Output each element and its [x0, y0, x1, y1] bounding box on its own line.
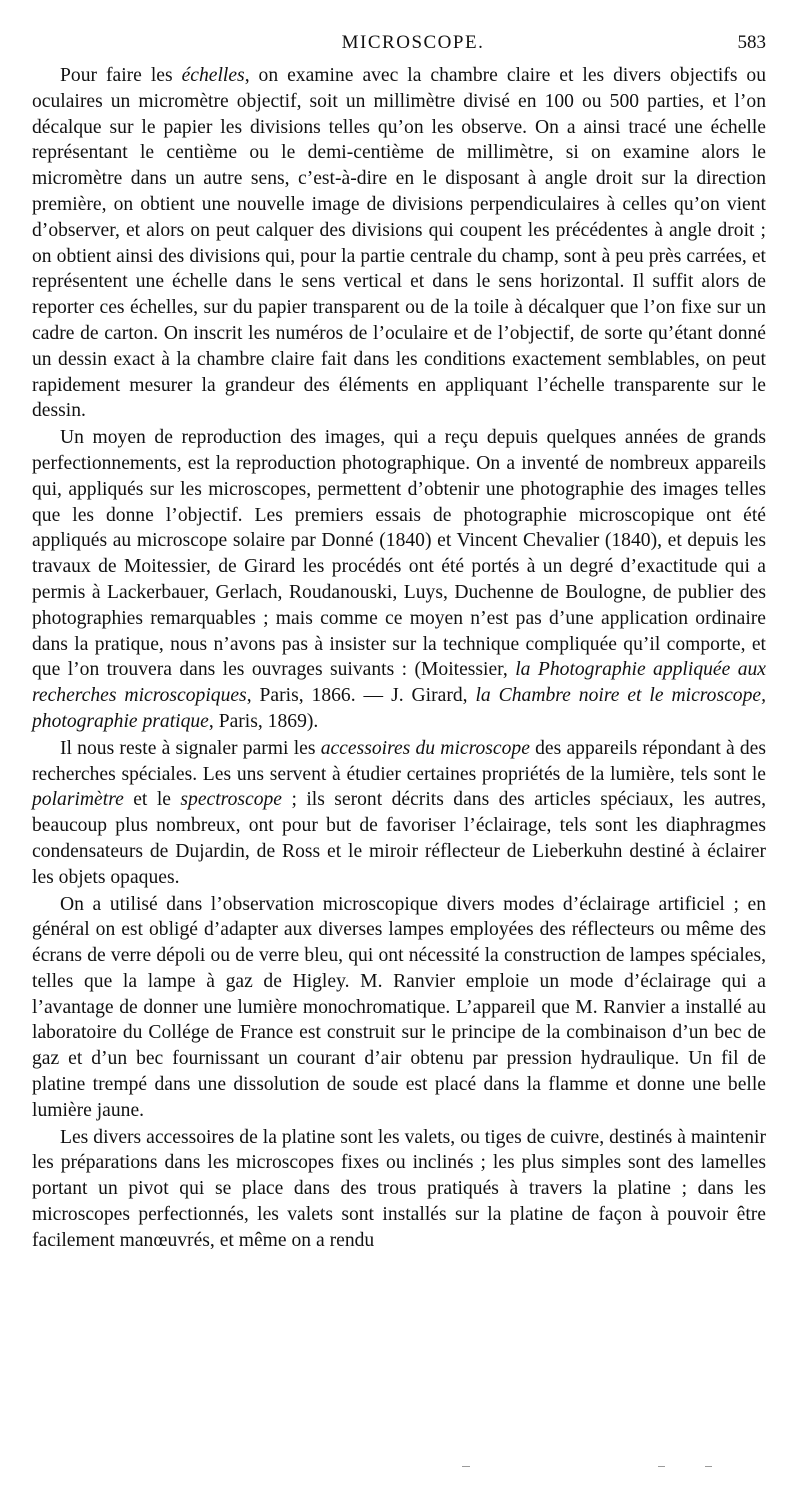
paragraph-scales — [32, 63, 766, 424]
page-number: 583 — [737, 32, 766, 53]
bottom-print-marks — [0, 1462, 800, 1472]
italic-text-run: polarimètre — [32, 789, 124, 811]
text-run: , Paris, 1869). — [208, 710, 319, 732]
paragraph-artificial-lighting — [32, 892, 766, 1124]
italic-text-run: accessoires du microscope — [320, 737, 530, 759]
text-run: Un moyen de reproduction des images, qui a reçu depuis quelques années de grands perfectionnements, est la reproduction photographique. On a inventé de nombreux appareils qui, appliqués sur les microscopes, permettent d’obtenir une photographie des images telles que les donne l’objectif. Les premiers essais de photographie microscopique ont été appliqués au microscope solaire par Donné (1840) et Vincent Chevalier (1840), et depuis les travaux de Moitessier, de Girard les procédés ont été portés à un degré d’exactitude qui a permis à Lackerbauer, Gerlach, Roudanouski, Luys, Duchenne de Boulogne, de publier des photographies remarquables ; mais comme ce moyen n’est pas d’une application ordinaire dans la pratique, nous n’avons pas à insister sur la technique compliquée qu’il comporte, et que l’on trouvera dans les ouvrages suivants : (Moitessier, — [32, 427, 766, 681]
text-run: , Paris, 1866. — J. Girard, — [246, 685, 476, 707]
running-head — [60, 30, 766, 56]
paragraph-stage-accessories — [32, 1125, 766, 1254]
paragraph-photography — [32, 425, 766, 735]
print-mark — [658, 1466, 665, 1467]
italic-text-run: la Chambre noire et le microscope, photographie pratique — [32, 685, 766, 732]
text-run: des appareils répondant à des recherches spéciales. Les uns servent à étudier certaines propriétés de la lumière, tels sont le — [32, 737, 767, 785]
italic-text-run: spectroscope — [180, 789, 282, 811]
italic-text-run: la Photographie appliquée aux recherches microscopiques — [32, 659, 767, 707]
text-run: ; ils seront décrits dans des articles spéciaux, les autres, beaucoup plus nombreux, ont pour but de favoriser l’éclairage, tels sont les diaphragmes condensateurs de Dujardin, de Ross et le miroir réflecteur de Lieberkuhn destiné à éclairer les objets opaques. — [32, 789, 766, 888]
running-title: MICROSCOPE. — [341, 32, 485, 53]
text-run: et le — [123, 789, 181, 811]
print-mark — [462, 1466, 470, 1467]
text-run: Pour faire les — [60, 65, 182, 86]
text-run: , on examine avec la chambre claire et les divers objectifs ou oculaires un micromètre objectif, soit un millimètre divisé en 100 ou 500 parties, et l’on décalque sur le papier les divisions telles qu’on les observe. On a ainsi tracé une échelle représentant le centième ou le demi-centième de millimètre, si on examine alors le micromètre dans un autre sens, c’est-à-dire en le disposant à angle droit sur la direction première, on obtient une nouvelle image de divisions perpendiculaires à celles qu’on vient d’observer, et alors on peut calquer des divisions qui coupent les précédentes à angle droit ; on obtient ainsi des divisions qui, pour la partie centrale du champ, sont à peu près carrées, et représentent une échelle dans le sens vertical et dans le sens horizontal. Il suffit alors de reporter ces échelles, sur du papier transparent ou de la toile à décalquer que l’on fixe sur un cadre de carton. On inscrit les numéros de l’oculaire et de l’objectif, de sorte qu’étant donné un dessin exact à la chambre claire fait dans les conditions exactement semblables, on peut rapidement mesurer la grandeur des éléments en appliquant l’échelle transparente sur le dessin. — [32, 65, 766, 422]
paragraph-accessories — [32, 736, 766, 891]
text-run: Il nous reste à signaler parmi les — [60, 737, 321, 759]
body-text — [32, 63, 766, 1255]
print-mark — [705, 1466, 712, 1467]
text-run: Les divers accessoires de la platine sont les valets, ou tiges de cuivre, destinés à maintenir les préparations dans les microscopes fixes ou inclinés ; les plus simples sont des lamelles portant un pivot qui se place dans des trous pratiqués à travers la platine ; dans les microscopes perfectionnés, les valets sont installés sur la platine de façon à pouvoir être facilement manœuvrés, et même on a rendu — [32, 1126, 766, 1251]
italic-text-run: échelles — [181, 65, 245, 86]
text-run: On a utilisé dans l’observation microscopique divers modes d’éclairage artificiel ; en général on est obligé d’adapter aux diverses lampes employées des réflecteurs ou même des écrans de verre dépoli ou de verre bleu, qui ont nécessité la construction de lampes spéciales, telles que la lampe à gaz de Higley. M. Ranvier emploie un mode d’éclairage qui a l’avantage de donner une lumière monochromatique. L’appareil que M. Ranvier a installé au laboratoire du Collége de France est construit sur le principe de la combinaison d’un bec de gaz et d’un bec fournissant un courant d’air obtenu par pression hydraulique. Un fil de platine trempé dans une dissolution de soude est placé dans la flamme et donne une belle lumière jaune. — [32, 893, 766, 1121]
